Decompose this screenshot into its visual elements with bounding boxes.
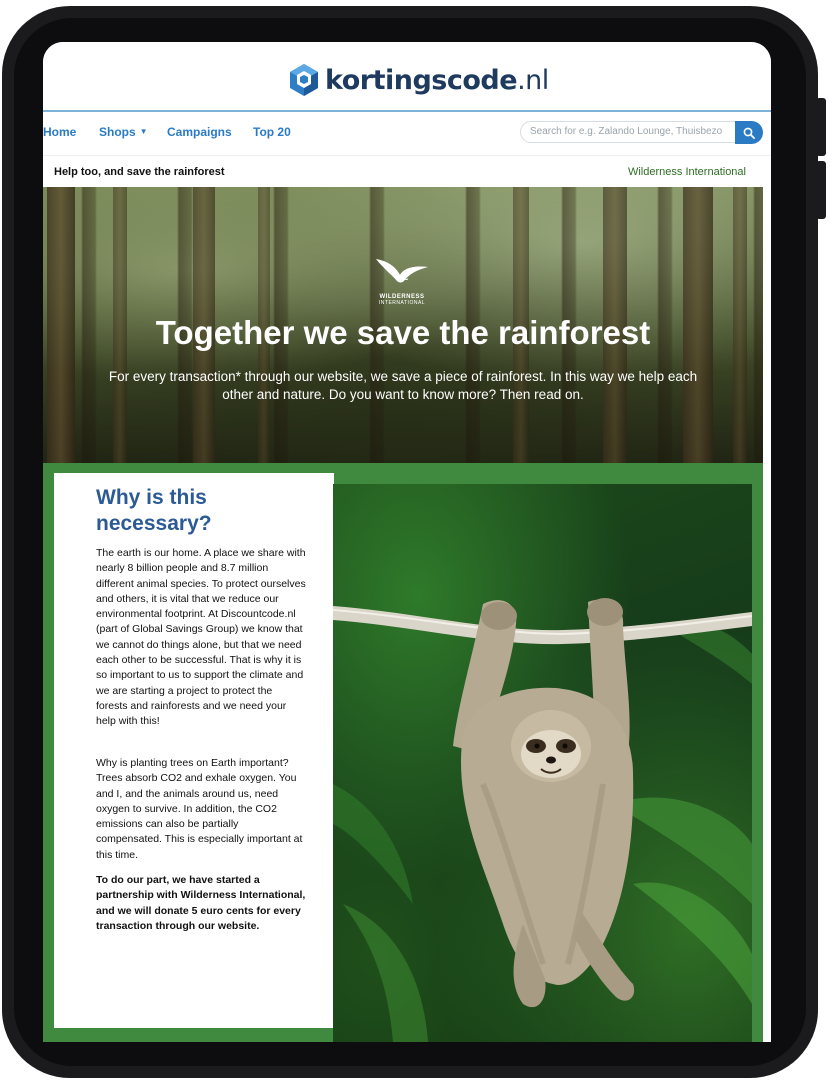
logo-name: kortingscode (325, 64, 518, 96)
tablet-screen (43, 42, 771, 1042)
sloth-illustration (333, 484, 752, 1042)
header (43, 42, 771, 112)
content-section (43, 463, 763, 1042)
hero-banner (43, 187, 763, 463)
search-button[interactable] (735, 121, 763, 144)
logo-line-2: INTERNATIONAL (378, 300, 426, 306)
site-logo[interactable] (287, 62, 549, 98)
volume-down-button (816, 161, 826, 219)
nav-campaigns[interactable]: Campaigns (167, 125, 232, 139)
search-input[interactable]: Search for e.g. Zalando Lounge, Thuisbezo (520, 121, 736, 143)
main-nav (43, 112, 771, 154)
paragraph-3: To do our part, we have started a partnership with Wilderness International, and we will donate 5 euro cents for every transaction through our website. (96, 874, 306, 932)
eagle-icon (372, 253, 432, 287)
nav-home[interactable]: Home (43, 125, 77, 139)
partner-link[interactable]: Wilderness International (627, 166, 746, 178)
logo-line-1: WILDERNESS (379, 294, 425, 300)
text-card (54, 473, 334, 1028)
hero-subtitle: For every transaction* through our website, we save a piece of rainforest. In this way we help each other and nature. Do you want to know more? Then read on. (108, 369, 698, 402)
search-icon (743, 127, 755, 139)
wilderness-logo (361, 253, 443, 306)
breadcrumb-bar (43, 155, 771, 188)
nav-shops-label: Shops (99, 125, 136, 139)
sloth-photo (333, 484, 752, 1042)
page-tagline: Help too, and save the rainforest (54, 166, 225, 178)
box-logo-icon (287, 63, 321, 97)
nav-shops[interactable] (99, 125, 148, 139)
hero-title: Together we save the rainforest (155, 314, 651, 351)
logo-tld: .nl (517, 64, 549, 96)
section-heading: Why is this necessary? (96, 486, 212, 535)
chevron-down-icon: ▼ (139, 127, 148, 136)
volume-up-button (816, 98, 826, 156)
nav-top-20[interactable]: Top 20 (253, 125, 291, 139)
paragraph-1: The earth is our home. A place we share with nearly 8 billion people and 8.7 million different animal species. To protect ourselves and others, it is vital that we reduce our environmental footprint. At Discountcode.nl (part of Global Savings Group) we know that we cannot do things alone, but that we need each other to be successful. That is why it is so important to us to support the climate and we are starting a project to protect the forests and rainforests and we need your help with this! (96, 547, 306, 728)
paragraph-2: Why is planting trees on Earth important? Trees absorb CO2 and exhale oxygen. You and I, and the animals around us, need oxygen to survive. In addition, the CO2 emissions can also be partially compensated. This is especially important at this time. (96, 757, 303, 861)
